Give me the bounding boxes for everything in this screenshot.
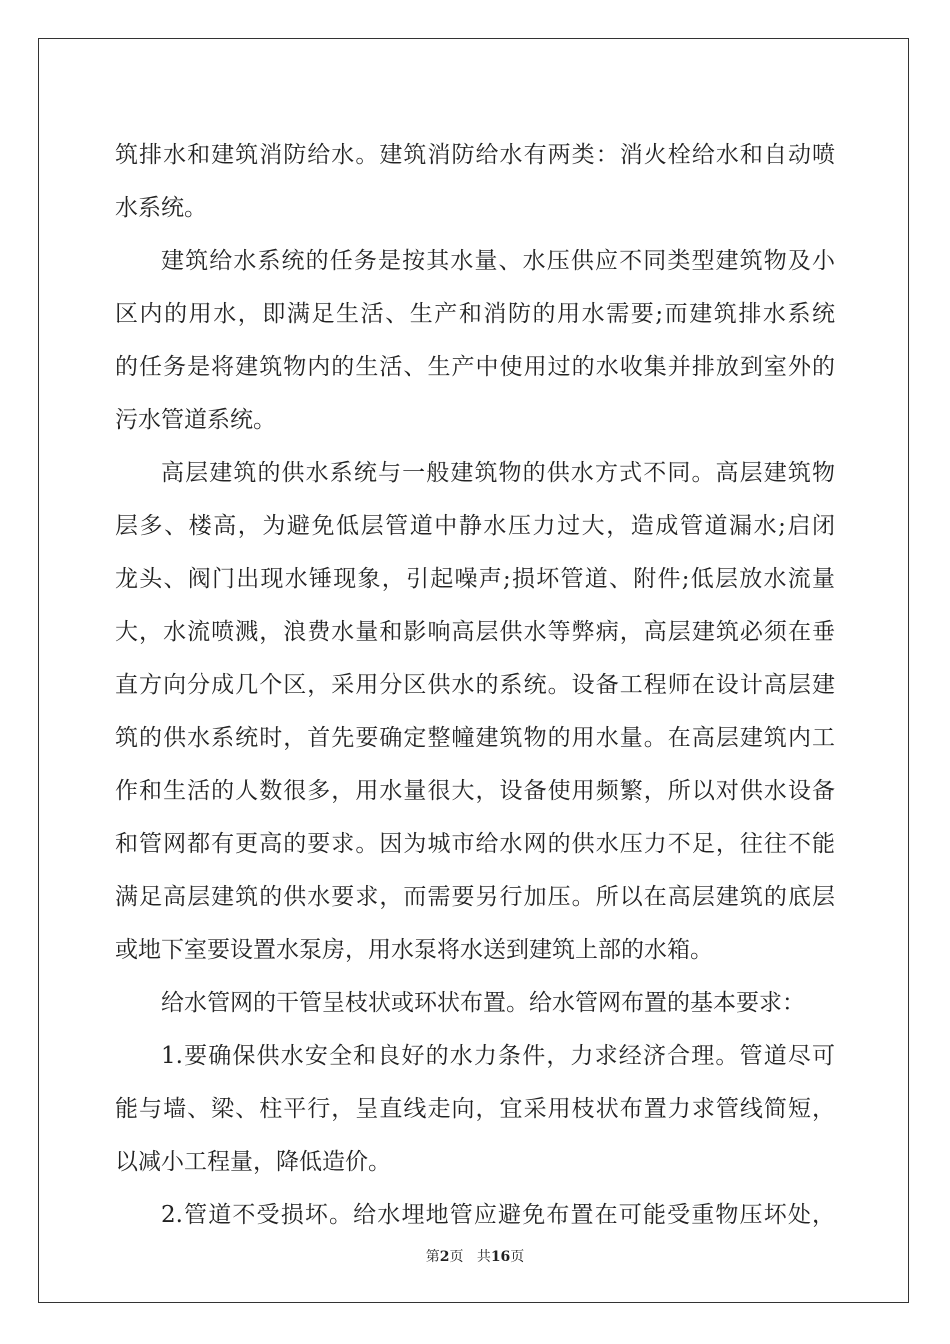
page-prefix: 第 [425,1249,440,1265]
text-line: 层多、楼高，为避免低层管道中静水压力过大，造成管道漏水;启闭 [115,513,835,539]
text-line: 和管网都有更高的要求。因为城市给水网的供水压力不足，往往不能 [115,831,835,857]
text-line: 筑排水和建筑消防给水。建筑消防给水有两类：消火栓给水和自动喷 [115,142,835,168]
total-pages: 16 [490,1249,511,1265]
text-line: 大，水流喷溅，浪费水量和影响高层供水等弊病，高层建筑必须在垂 [115,619,835,645]
text-line: 给水管网的干管呈枝状或环状布置。给水管网布置的基本要求： [161,990,805,1016]
page-suffix: 页 [449,1249,464,1265]
text-line: 筑的供水系统时，首先要确定整幢建筑物的用水量。在高层建筑内工 [115,725,835,751]
text-line: 污水管道系统。 [115,407,276,433]
text-line: 作和生活的人数很多，用水量很大，设备使用频繁，所以对供水设备 [115,778,835,804]
text-line: 能与墙、梁、柱平行，呈直线走向，宜采用枝状布置力求管线简短， [115,1096,835,1122]
text-line: 区内的用水，即满足生活、生产和消防的用水需要;而建筑排水系统 [115,301,835,327]
body-text [115,129,835,1242]
text-line: 龙头、阀门出现水锤现象，引起噪声;损坏管道、附件;低层放水流量 [115,566,835,592]
total-suffix: 页 [510,1249,525,1265]
text-line: 水系统。 [115,195,207,221]
text-line: 满足高层建筑的供水要求，而需要另行加压。所以在高层建筑的底层 [115,884,835,910]
total-prefix: 共 [476,1249,491,1265]
page-number: 2 [439,1249,450,1265]
page-footer [0,1246,950,1266]
text-line: 2.管道不受损坏。给水埋地管应避免布置在可能受重物压坏处， [161,1202,835,1228]
text-line: 的任务是将建筑物内的生活、生产中使用过的水收集并排放到室外的 [115,354,835,380]
text-line: 直方向分成几个区，采用分区供水的系统。设备工程师在设计高层建 [115,672,835,698]
text-line: 或地下室要设置水泵房，用水泵将水送到建筑上部的水箱。 [115,937,713,963]
text-line: 1.要确保供水安全和良好的水力条件，力求经济合理。管道尽可 [161,1043,835,1069]
text-line: 建筑给水系统的任务是按其水量、水压供应不同类型建筑物及小 [161,248,835,274]
text-line: 以减小工程量，降低造价。 [115,1149,391,1175]
text-line: 高层建筑的供水系统与一般建筑物的供水方式不同。高层建筑物 [161,460,835,486]
